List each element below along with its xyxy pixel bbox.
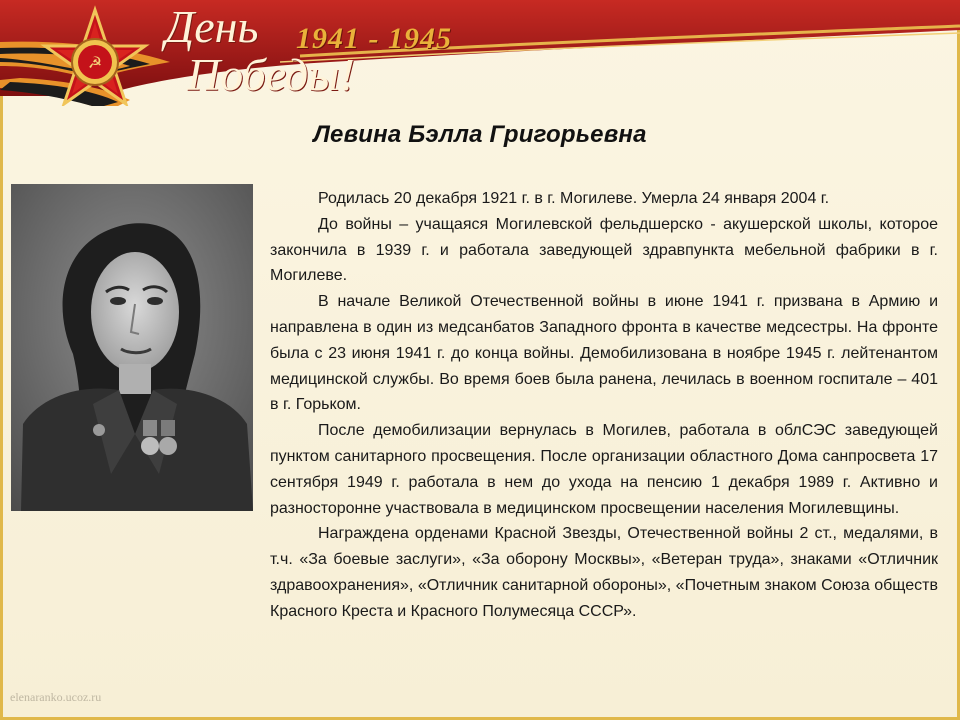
banner-graphic (0, 0, 960, 106)
page-title: Левина Бэлла Григорьевна (313, 121, 647, 148)
portrait-photo (11, 184, 253, 511)
banner-years: 1941 - 1945 (296, 22, 452, 55)
svg-text:☭: ☭ (87, 53, 103, 72)
bio-paragraph: До войны – учащаяся Могилевской фельдшерско - акушерской школы, которое закончила в 1939 г. и работала заведующей здравпункта мебельной фабрики в г. Могилеве. (270, 215, 938, 285)
bio-paragraph: Родилась 20 декабря 1921 г. в г. Могилеве. Умерла 24 января 2004 г. (318, 190, 830, 207)
banner-title-line2: Победы! (187, 49, 355, 100)
bio-paragraph: Награждена орденами Красной Звезды, Отечественной войны 2 ст., медалями, в т.ч. «За боевые заслуги», «За оборону Москвы», «Ветеран труда», знаками «Отличник здравоохранения», «Отличник санитарной обороны», «Почетным знаком Союза обществ Красного Креста и Красного Полумесяца СССР». (270, 525, 938, 620)
site-watermark: elenaranko.ucoz.ru (10, 690, 102, 704)
bio-paragraph: В начале Великой Отечественной войны в июне 1941 г. призвана в Армию и направлена в один из медсанбатов Западного фронта в качестве медсестры. На фронте была с 23 июня 1941 г. до конца войны. Демобилизована в ноябре 1945 г. лейтенантом медицинской службы. Во время боев была ранена, лечилась в военном госпитале – 401 в г. Горьком. (270, 293, 938, 414)
header-banner (0, 0, 960, 106)
biography-text (270, 186, 938, 625)
bio-paragraph: После демобилизации вернулась в Могилев, работала в облСЭС заведующей пунктом санитарного просвещения. После организации областного Дома санпросвета 17 сентября 1949 г. работала в нем до ухода на пенсию 1 декабря 1989 г. Активно и разносторонне участвовала в медицинском просвещении населения Могилевщины. (270, 422, 938, 517)
banner-title-line1: День (165, 1, 259, 52)
